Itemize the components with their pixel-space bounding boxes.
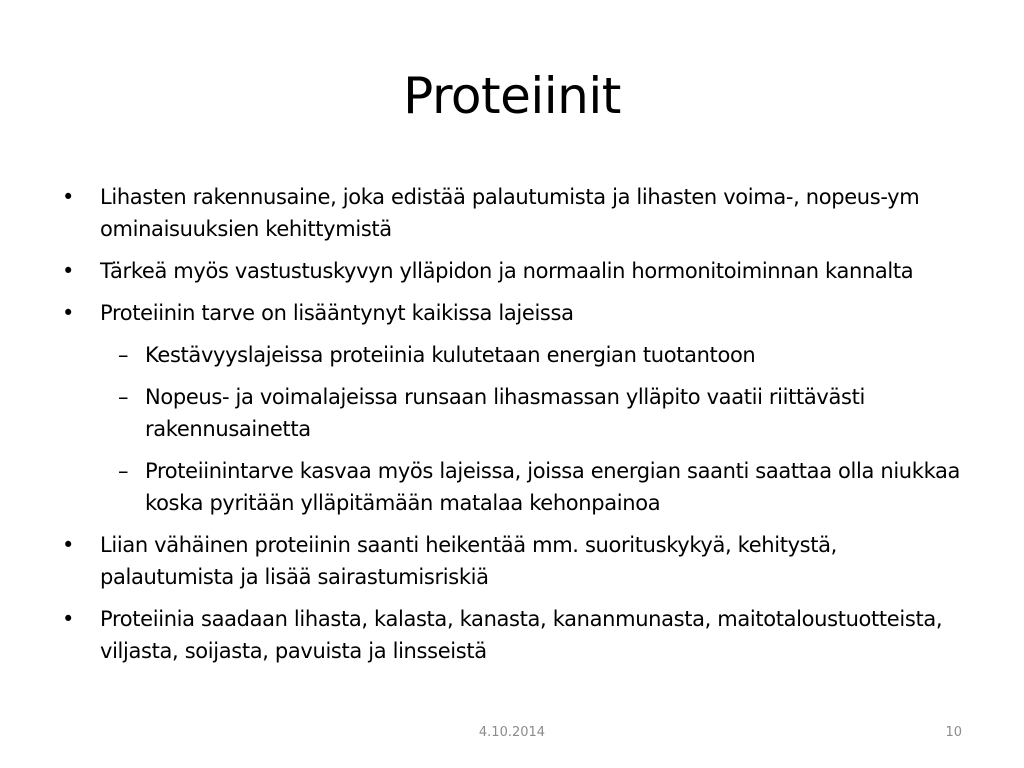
list-item-text: Tärkeä myös vastustuskyvyn ylläpidon ja normaalin hormonitoiminnan kannalta: [100, 259, 914, 283]
list-item: [52, 529, 972, 593]
sub-list-item: [52, 339, 972, 371]
sub-list-item: [52, 381, 972, 445]
list-item: [52, 255, 972, 287]
bullet-marker: •: [62, 607, 75, 631]
page-number: 10: [945, 725, 962, 740]
list-item: [52, 297, 972, 329]
dash-marker: –: [118, 343, 129, 367]
list-item: [52, 181, 972, 245]
list-item-text: Proteiinin tarve on lisääntynyt kaikissa lajeissa: [100, 301, 574, 325]
dash-marker: –: [118, 459, 129, 483]
bullet-marker: •: [62, 301, 75, 325]
bullet-marker: •: [62, 185, 75, 209]
dash-marker: –: [118, 385, 129, 409]
list-item-text: Liian vähäinen proteiinin saanti heikentää mm. suorituskykyä, kehitystä, palautumista ja lisää sairastumisriskiä: [100, 533, 838, 589]
list-item-text: Proteiinia saadaan lihasta, kalasta, kanasta, kananmunasta, maitotaloustuotteista, viljasta, soijasta, pavuista ja linsseistä: [100, 607, 943, 663]
list-item: [52, 603, 972, 667]
list-item-text: Kestävyyslajeissa proteiinia kulutetaan energian tuotantoon: [145, 343, 756, 367]
list-item-text: Proteiinintarve kasvaa myös lajeissa, joissa energian saanti saattaa olla niukkaa koska pyritään ylläpitämään matalaa kehonpainoa: [145, 459, 961, 515]
footer-date: 4.10.2014: [478, 725, 546, 740]
slide-title: Proteiinit: [403, 67, 621, 125]
bullet-marker: •: [62, 259, 75, 283]
list-item-text: Nopeus- ja voimalajeissa runsaan lihasmassan ylläpito vaatii riittävästi rakennusainetta: [145, 385, 865, 441]
bullet-list: [52, 181, 972, 677]
sub-list-item: [52, 455, 972, 519]
list-item-text: Lihasten rakennusaine, joka edistää palautumista ja lihasten voima-, nopeus-ym ominaisuuksien kehittymistä: [100, 185, 920, 241]
bullet-marker: •: [62, 533, 75, 557]
